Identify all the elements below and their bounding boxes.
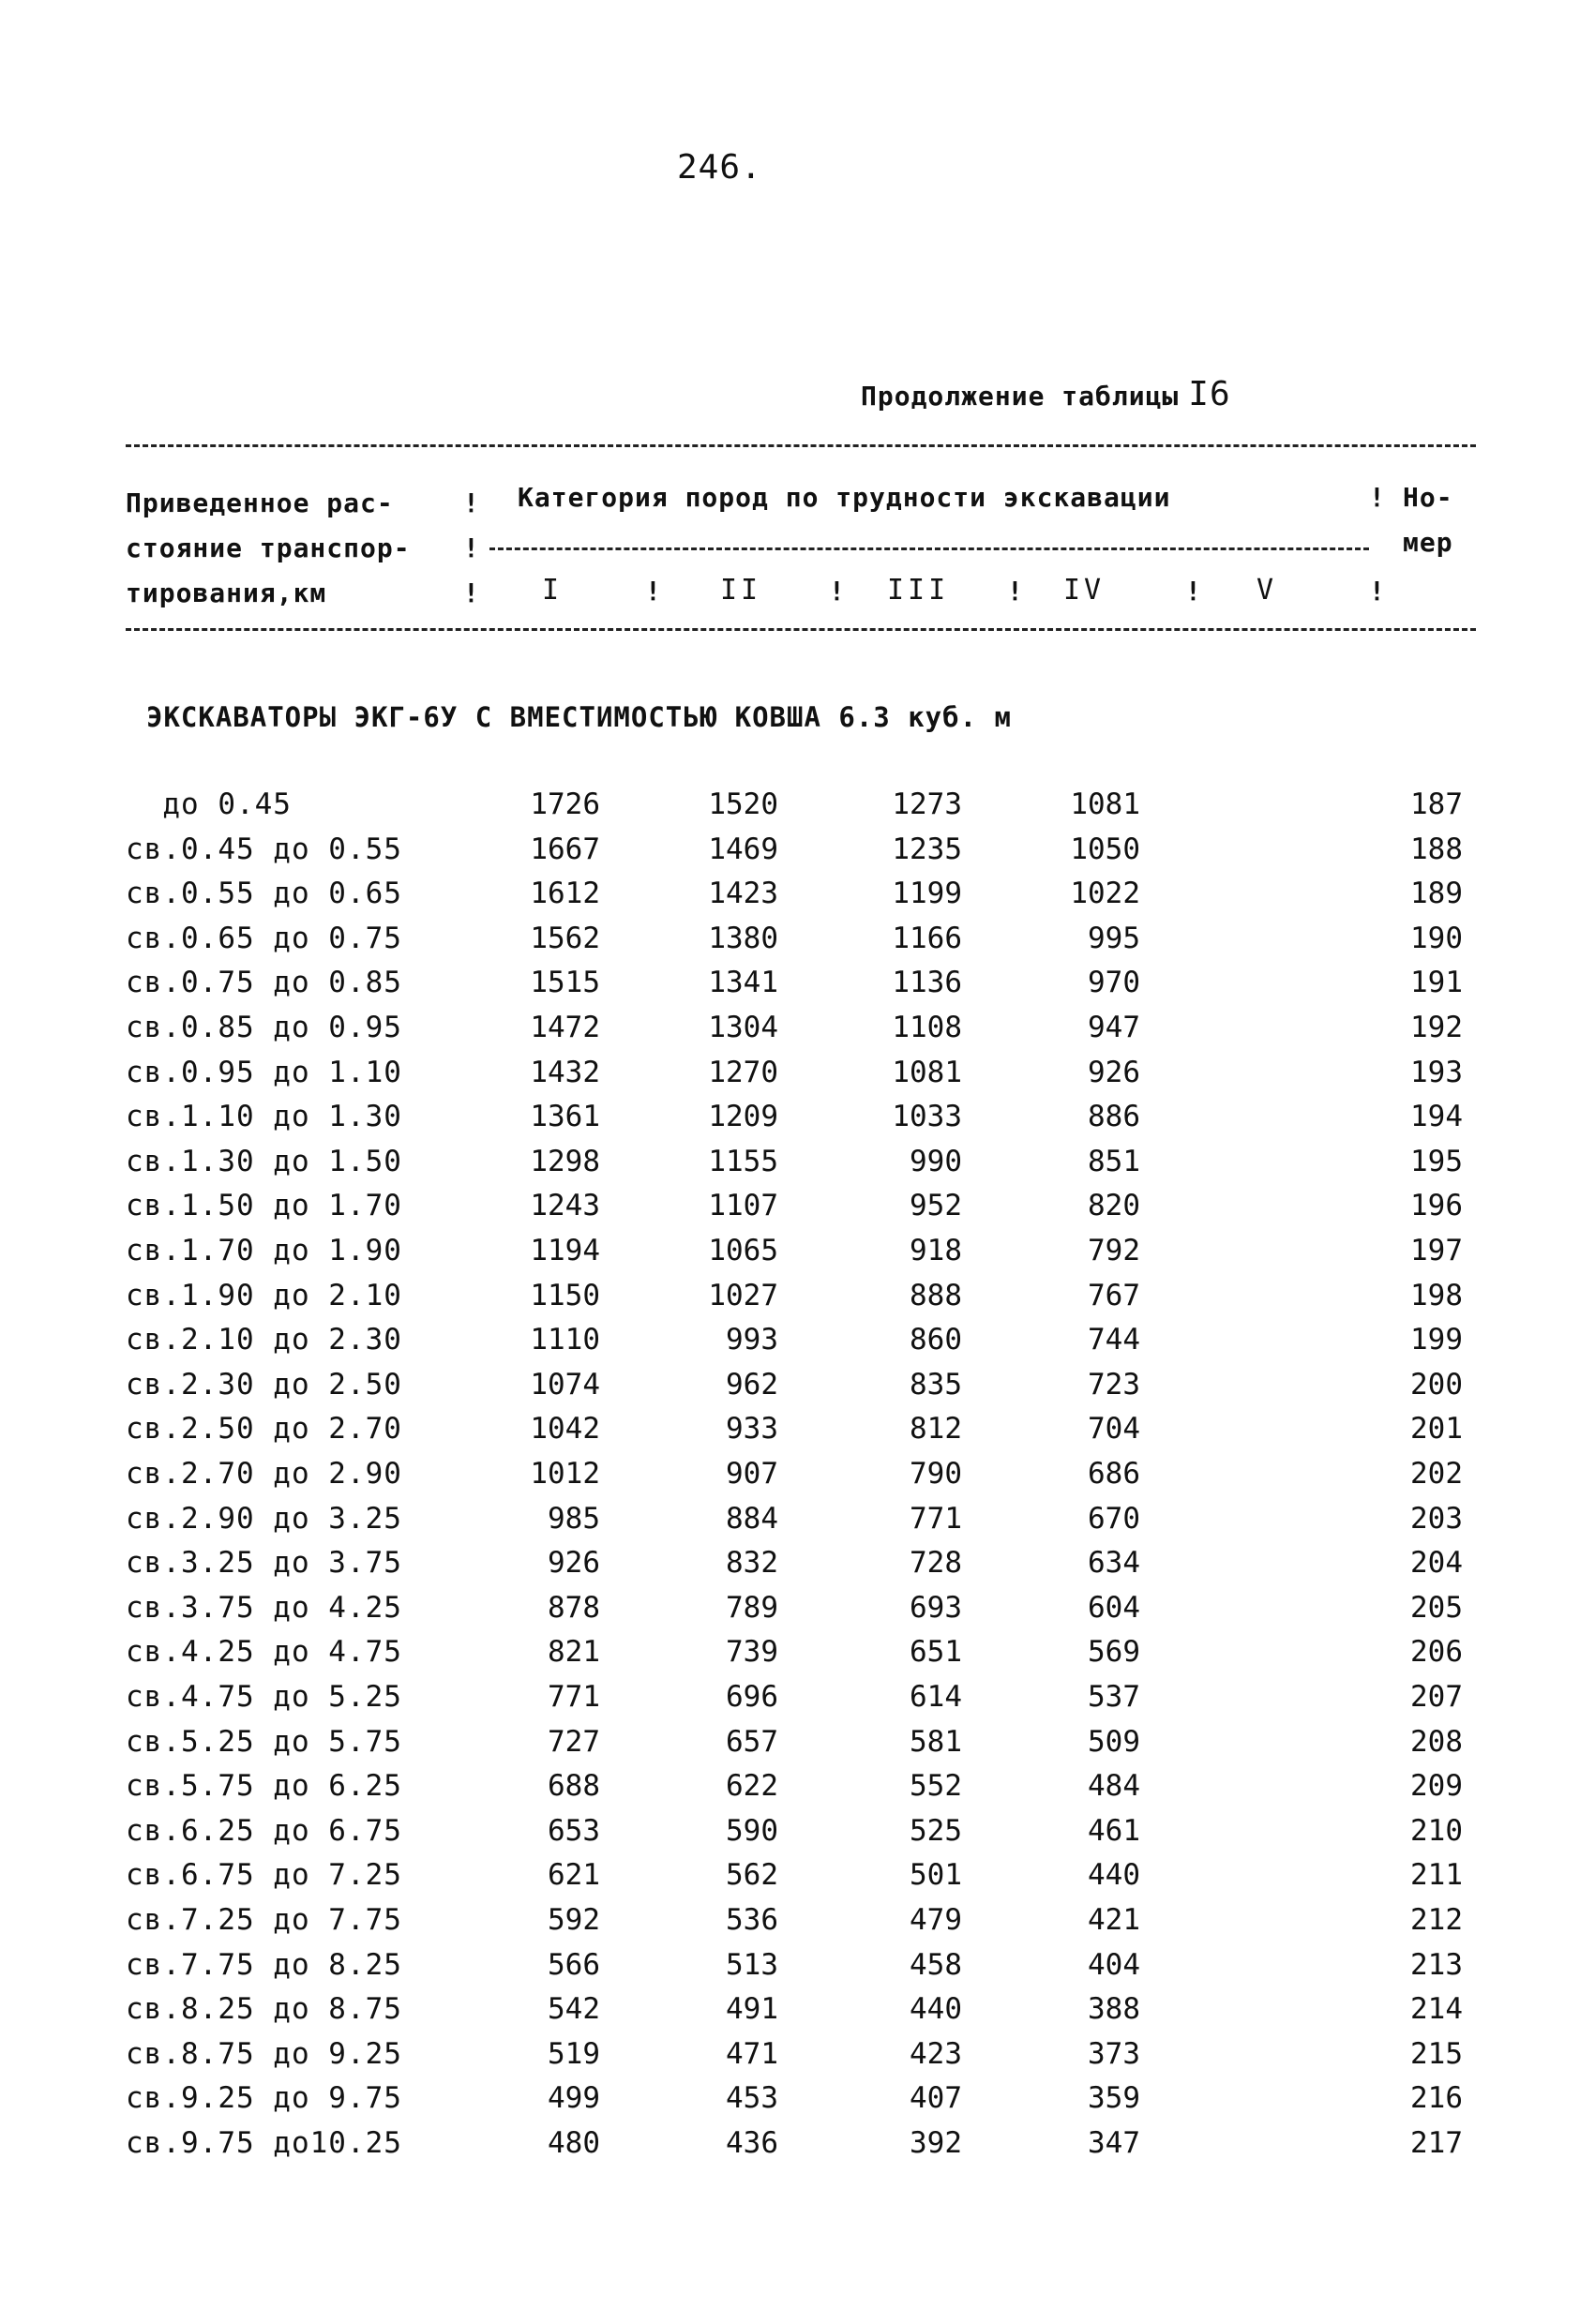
category-III-value: 407	[910, 2081, 962, 2116]
row-number: 217	[1410, 2126, 1463, 2160]
category-IV-value: 509	[1088, 1724, 1140, 1759]
category-III: III	[887, 574, 950, 607]
distance-range: св.1.90 до 2.10	[126, 1278, 402, 1312]
category-II-value: 789	[726, 1590, 778, 1625]
row-number: 199	[1410, 1323, 1463, 1357]
header-number-line-1: Но-	[1403, 482, 1453, 513]
category-I-value: 542	[548, 1992, 600, 2027]
category-II-value: 739	[726, 1635, 778, 1670]
distance-range: св.0.65 до 0.75	[126, 921, 402, 955]
category-II-value: 590	[726, 1813, 778, 1848]
table-row	[0, 2081, 1595, 2125]
category-II-value: 491	[726, 1992, 778, 2027]
continuation-caption	[861, 375, 1231, 413]
distance-range: св.5.75 до 6.25	[126, 1769, 402, 1804]
category-IV-value: 373	[1088, 2036, 1140, 2071]
category-II-value: 562	[726, 1858, 778, 1893]
header-separator: !	[463, 577, 479, 608]
category-IV-value: 604	[1088, 1590, 1140, 1625]
distance-range: св.6.75 до 7.25	[126, 1858, 402, 1893]
category-IV-value: 388	[1088, 1992, 1140, 2027]
distance-range: св.0.95 до 1.10	[126, 1055, 402, 1089]
category-I-value: 1042	[530, 1412, 600, 1447]
distance-range: св.0.85 до 0.95	[126, 1011, 402, 1044]
category-III-value: 1235	[892, 832, 962, 866]
row-number: 205	[1410, 1590, 1463, 1625]
table-row	[0, 1234, 1595, 1278]
table-row	[0, 1279, 1595, 1323]
category-III-value: 1136	[892, 966, 962, 1000]
category-III-value: 728	[910, 1546, 962, 1581]
row-number: 194	[1410, 1100, 1463, 1134]
distance-range: св.1.10 до 1.30	[126, 1100, 402, 1134]
row-number: 209	[1410, 1769, 1463, 1804]
category-I-value: 621	[548, 1858, 600, 1893]
distance-range: св.0.55 до 0.65	[126, 877, 402, 911]
category-III-value: 581	[910, 1724, 962, 1759]
category-I-value: 653	[548, 1813, 600, 1848]
category-II-value: 622	[726, 1769, 778, 1804]
distance-range: св.6.25 до 6.75	[126, 1813, 402, 1848]
row-number: 189	[1410, 877, 1463, 911]
category-I-value: 1472	[530, 1011, 600, 1044]
category-II-value: 1380	[708, 921, 778, 955]
table-row	[0, 1903, 1595, 1947]
category-III-value: 860	[910, 1323, 962, 1357]
category-IV-value: 851	[1088, 1144, 1140, 1178]
category-I-value: 688	[548, 1769, 600, 1804]
category-II-value: 1469	[708, 832, 778, 866]
row-number: 202	[1410, 1457, 1463, 1491]
distance-range: св.4.25 до 4.75	[126, 1635, 402, 1670]
row-number: 188	[1410, 832, 1463, 866]
category-IV-value: 440	[1088, 1858, 1140, 1893]
table-row	[0, 1412, 1595, 1456]
category-I-value: 519	[548, 2036, 600, 2071]
category-IV-value: 537	[1088, 1680, 1140, 1714]
row-number: 215	[1410, 2036, 1463, 2071]
distance-range: св.1.30 до 1.50	[126, 1144, 402, 1178]
table-row	[0, 787, 1595, 832]
category-III-value: 651	[910, 1635, 962, 1670]
distance-range: св.1.50 до 1.70	[126, 1189, 402, 1223]
table-number: I6	[1188, 375, 1231, 413]
header-number-line-2: мер	[1403, 527, 1453, 558]
header-distance-line-3: тирования,км	[126, 577, 327, 608]
category-II-value: 993	[726, 1323, 778, 1357]
row-number: 207	[1410, 1680, 1463, 1714]
table-row	[0, 2126, 1595, 2170]
distance-range: св.0.75 до 0.85	[126, 966, 402, 1000]
category-I-value: 1612	[530, 877, 600, 911]
distance-range: св.7.25 до 7.75	[126, 1903, 402, 1937]
category-III-value: 440	[910, 1992, 962, 2027]
category-I-value: 1667	[530, 832, 600, 866]
category-II-value: 884	[726, 1501, 778, 1536]
distance-range: до 0.45	[126, 787, 292, 821]
category-III-value: 790	[910, 1457, 962, 1491]
table-row	[0, 1858, 1595, 1902]
row-number: 208	[1410, 1724, 1463, 1759]
table-row	[0, 1368, 1595, 1412]
distance-range: св.1.70 до 1.90	[126, 1234, 402, 1267]
row-number: 210	[1410, 1813, 1463, 1848]
row-number: 204	[1410, 1546, 1463, 1581]
category-IV-value: 347	[1088, 2126, 1140, 2160]
distance-range: св.7.75 до 8.25	[126, 1947, 402, 1982]
category-IV-value: 767	[1088, 1278, 1140, 1312]
category-II-value: 933	[726, 1412, 778, 1447]
category-I: I	[542, 574, 564, 607]
table-row	[0, 1546, 1595, 1590]
row-number: 195	[1410, 1144, 1463, 1178]
table-row	[0, 1189, 1595, 1233]
category-IV-value: 1022	[1070, 877, 1140, 911]
table-row	[0, 1948, 1595, 1992]
table-row	[0, 1011, 1595, 1055]
table-row	[0, 1725, 1595, 1769]
category-IV-value: 1081	[1070, 787, 1140, 821]
category-III-value: 458	[910, 1947, 962, 1982]
table-row	[0, 2037, 1595, 2081]
row-number: 211	[1410, 1858, 1463, 1893]
row-number: 191	[1410, 966, 1463, 1000]
category-II-value: 832	[726, 1546, 778, 1581]
category-III-value: 614	[910, 1680, 962, 1714]
category-IV-value: 947	[1088, 1011, 1140, 1044]
category-III-value: 888	[910, 1278, 962, 1312]
category-II-value: 696	[726, 1680, 778, 1714]
row-number: 214	[1410, 1992, 1463, 2027]
header-category-title: Категория пород по трудности экскавации	[518, 482, 1171, 513]
category-II-value: 1027	[708, 1278, 778, 1312]
distance-range: св.2.30 до 2.50	[126, 1367, 402, 1402]
row-number: 187	[1410, 787, 1463, 821]
category-IV-value: 704	[1088, 1412, 1140, 1447]
category-III-value: 479	[910, 1903, 962, 1937]
table-row	[0, 1591, 1595, 1635]
row-number: 203	[1410, 1501, 1463, 1536]
category-IV-value: 995	[1088, 921, 1140, 955]
section-title: ЭКСКАВАТОРЫ ЭКГ-6У С ВМЕСТИМОСТЬЮ КОВША 6.3 куб. м	[146, 701, 1012, 733]
header-separator: !	[645, 576, 661, 607]
header-separator: !	[463, 532, 479, 563]
category-II-value: 657	[726, 1724, 778, 1759]
category-III-value: 501	[910, 1858, 962, 1893]
category-III-value: 990	[910, 1144, 962, 1178]
category-I-value: 1432	[530, 1055, 600, 1089]
row-number: 197	[1410, 1234, 1463, 1267]
row-number: 206	[1410, 1635, 1463, 1670]
header-distance-line-1: Приведенное рас-	[126, 487, 394, 518]
category-I-value: 926	[548, 1546, 600, 1581]
category-I-value: 499	[548, 2081, 600, 2116]
table-row	[0, 1502, 1595, 1546]
category-I-value: 1726	[530, 787, 600, 821]
category-II-value: 436	[726, 2126, 778, 2160]
category-II-value: 1341	[708, 966, 778, 1000]
row-number: 200	[1410, 1367, 1463, 1402]
distance-range: св.0.45 до 0.55	[126, 832, 402, 866]
category-III-value: 392	[910, 2126, 962, 2160]
category-III-value: 771	[910, 1501, 962, 1536]
category-IV-value: 723	[1088, 1367, 1140, 1402]
category-V: V	[1256, 574, 1278, 607]
distance-range: св.8.75 до 9.25	[126, 2036, 402, 2071]
table-row	[0, 1635, 1595, 1679]
category-II-value: 1107	[708, 1189, 778, 1223]
category-I-value: 592	[548, 1903, 600, 1937]
category-IV-value: 1050	[1070, 832, 1140, 866]
category-III-value: 1081	[892, 1055, 962, 1089]
category-I-value: 771	[548, 1680, 600, 1714]
distance-range: св.2.10 до 2.30	[126, 1323, 402, 1357]
header-distance-line-2: стояние транспор-	[126, 532, 411, 563]
table-row	[0, 1680, 1595, 1724]
category-III-value: 693	[910, 1590, 962, 1625]
category-I-value: 1150	[530, 1278, 600, 1312]
category-IV-value: 634	[1088, 1546, 1140, 1581]
category-II-value: 453	[726, 2081, 778, 2116]
category-III-value: 525	[910, 1813, 962, 1848]
category-III-value: 1033	[892, 1100, 962, 1134]
category-II-value: 1270	[708, 1055, 778, 1089]
table-row	[0, 922, 1595, 966]
table-row	[0, 1145, 1595, 1189]
category-I-value: 1074	[530, 1367, 600, 1402]
category-I-value: 1110	[530, 1323, 600, 1357]
category-IV-value: 461	[1088, 1813, 1140, 1848]
category-IV-value: 886	[1088, 1100, 1140, 1134]
category-I-value: 1243	[530, 1189, 600, 1223]
category-IV-value: 970	[1088, 966, 1140, 1000]
row-number: 198	[1410, 1278, 1463, 1312]
category-I-value: 1194	[530, 1234, 600, 1267]
category-III-value: 952	[910, 1189, 962, 1223]
category-II-value: 1423	[708, 877, 778, 911]
category-IV-value: 926	[1088, 1055, 1140, 1089]
row-number: 193	[1410, 1055, 1463, 1089]
row-number: 192	[1410, 1011, 1463, 1044]
header-separator: !	[829, 576, 845, 607]
category-I-value: 878	[548, 1590, 600, 1625]
header-separator: !	[463, 487, 479, 518]
category-IV-value: 792	[1088, 1234, 1140, 1267]
header-top-rule	[126, 444, 1476, 447]
category-IV-value: 744	[1088, 1323, 1140, 1357]
header-separator: !	[1007, 576, 1023, 607]
category-II-value: 536	[726, 1903, 778, 1937]
row-number: 190	[1410, 921, 1463, 955]
category-IV-value: 484	[1088, 1769, 1140, 1804]
category-IV: IV	[1063, 574, 1106, 607]
category-IV-value: 820	[1088, 1189, 1140, 1223]
distance-range: св.2.50 до 2.70	[126, 1412, 402, 1447]
category-I-value: 1298	[530, 1144, 600, 1178]
distance-range: св.5.25 до 5.75	[126, 1724, 402, 1759]
category-II-value: 1520	[708, 787, 778, 821]
table-row	[0, 966, 1595, 1010]
distance-range: св.4.75 до 5.25	[126, 1680, 402, 1714]
header-separator: !	[1185, 576, 1201, 607]
table-row	[0, 1814, 1595, 1858]
distance-range: св.9.25 до 9.75	[126, 2081, 402, 2116]
distance-range: св.8.25 до 8.75	[126, 1992, 402, 2027]
category-III-value: 423	[910, 2036, 962, 2071]
category-IV-value: 359	[1088, 2081, 1140, 2116]
category-IV-value: 404	[1088, 1947, 1140, 1982]
category-I-value: 821	[548, 1635, 600, 1670]
table-row	[0, 1992, 1595, 2036]
header-separator: !	[1369, 576, 1385, 607]
category-I-value: 1562	[530, 921, 600, 955]
table-row	[0, 1100, 1595, 1144]
category-IV-value: 670	[1088, 1501, 1140, 1536]
category-III-value: 552	[910, 1769, 962, 1804]
category-I-value: 1012	[530, 1457, 600, 1491]
category-III-value: 1166	[892, 921, 962, 955]
header-bottom-rule	[126, 628, 1476, 631]
category-I-value: 1515	[530, 966, 600, 1000]
table-row	[0, 1323, 1595, 1367]
category-I-value: 566	[548, 1947, 600, 1982]
category-II-value: 513	[726, 1947, 778, 1982]
category-II-value: 1155	[708, 1144, 778, 1178]
distance-range: св.2.90 до 3.25	[126, 1501, 402, 1536]
continuation-label: Продолжение таблицы	[861, 381, 1180, 412]
distance-range: св.2.70 до 2.90	[126, 1457, 402, 1491]
category-II-value: 471	[726, 2036, 778, 2071]
category-III-value: 812	[910, 1412, 962, 1447]
category-II: II	[720, 574, 762, 607]
category-II-value: 1209	[708, 1100, 778, 1134]
category-I-value: 480	[548, 2126, 600, 2160]
category-I-value: 727	[548, 1724, 600, 1759]
category-III-value: 835	[910, 1367, 962, 1402]
category-IV-value: 569	[1088, 1635, 1140, 1670]
category-II-value: 1065	[708, 1234, 778, 1267]
row-number: 196	[1410, 1189, 1463, 1223]
category-III-value: 1199	[892, 877, 962, 911]
distance-range: св.3.25 до 3.75	[126, 1546, 402, 1581]
category-IV-value: 421	[1088, 1903, 1140, 1937]
row-number: 213	[1410, 1947, 1463, 1982]
distance-range: св.9.75 до10.25	[126, 2126, 402, 2160]
category-IV-value: 686	[1088, 1457, 1140, 1491]
table-row	[0, 877, 1595, 921]
category-III-value: 1108	[892, 1011, 962, 1044]
page-number: 246.	[677, 148, 762, 187]
row-number: 212	[1410, 1903, 1463, 1937]
row-number: 201	[1410, 1412, 1463, 1447]
table-row	[0, 832, 1595, 877]
header-category-rule	[489, 547, 1369, 550]
category-I-value: 1361	[530, 1100, 600, 1134]
table-row	[0, 1457, 1595, 1501]
category-II-value: 907	[726, 1457, 778, 1491]
category-II-value: 1304	[708, 1011, 778, 1044]
header-separator: !	[1369, 482, 1385, 513]
category-II-value: 962	[726, 1367, 778, 1402]
distance-range: св.3.75 до 4.25	[126, 1590, 402, 1625]
category-III-value: 918	[910, 1234, 962, 1267]
category-III-value: 1273	[892, 787, 962, 821]
table-row	[0, 1769, 1595, 1813]
row-number: 216	[1410, 2081, 1463, 2116]
category-I-value: 985	[548, 1501, 600, 1536]
table-row	[0, 1056, 1595, 1100]
